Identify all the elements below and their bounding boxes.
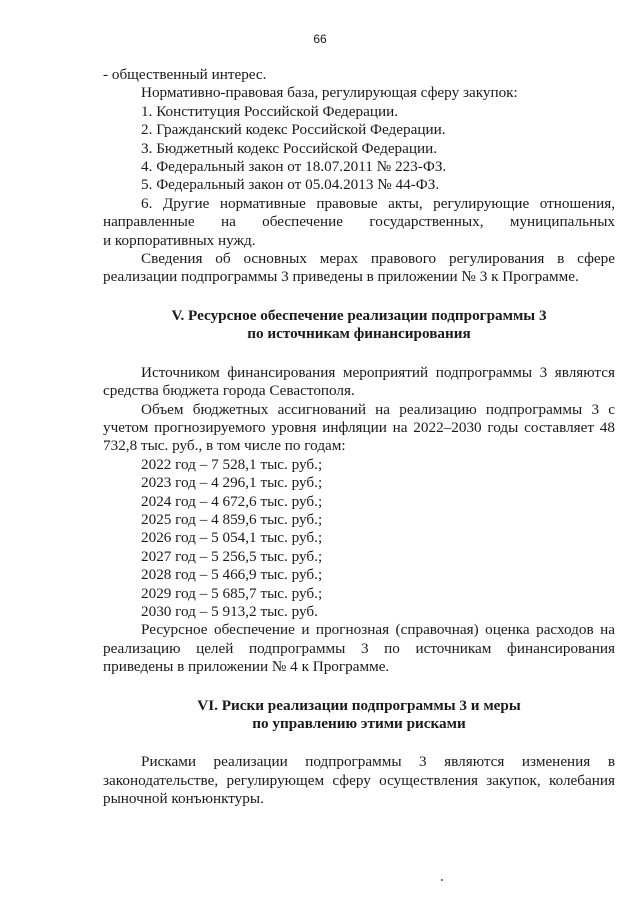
list-item: 2022 год – 7 528,1 тыс. руб.; [141, 455, 323, 473]
document-body [103, 66, 615, 809]
list-item: 2028 год – 5 466,9 тыс. руб.; [141, 566, 323, 584]
list-item: 2026 год – 5 054,1 тыс. руб.; [141, 529, 323, 547]
other-acts-line: направленные на обеспечение государственных, муниципальных [103, 213, 615, 231]
list-item: 2025 год – 4 859,6 тыс. руб.; [141, 510, 323, 528]
page-number: 66 [313, 32, 327, 46]
list-item: 2024 год – 4 672,6 тыс. руб.; [141, 492, 323, 510]
list-item: 1. Конституция Российской Федерации. [141, 102, 399, 120]
normative-base-title: Нормативно-правовая база, регулирующая сферу закупок: [141, 84, 518, 102]
funding-volume-paragraph: Объем бюджетных ассигнований на реализацию подпрограммы 3 с учетом прогнозируемого уровня инфляции на 2022–2030 годы составляет 48 732,8 тыс. руб., в том числе по годам: [103, 400, 615, 455]
list-item: 2. Гражданский кодекс Российской Федерации. [141, 121, 446, 139]
public-interest-line: - общественный интерес. [103, 66, 267, 83]
section-5-title: V. Ресурсное обеспечение реализации подпрограммы 3 [171, 306, 547, 324]
risks-paragraph: Рисками реализации подпрограммы 3 являются изменения в законодательстве, регулирующем сферу осуществления закупок, колебания рыночной конъюнктуры. [103, 753, 615, 808]
other-acts-paragraph [103, 195, 615, 250]
normative-acts-list [103, 103, 615, 195]
section-6-title: VI. Риски реализации подпрограммы 3 и меры [197, 696, 521, 714]
section-6-title: по управлению этими рисками [252, 715, 466, 732]
list-item: 2023 год – 4 296,1 тыс. руб.; [141, 474, 323, 492]
list-item: 2029 год – 5 685,7 тыс. руб.; [141, 584, 323, 602]
scan-speck [441, 879, 443, 881]
resource-estimate-paragraph: Ресурсное обеспечение и прогнозная (справочная) оценка расходов на реализацию целей подпрограммы 3 по источникам финансирования приведены в приложении № 4 к Программе. [103, 621, 615, 676]
section-5-title: по источникам финансирования [247, 325, 471, 343]
annual-funding-list [103, 456, 615, 622]
other-acts-line: и корпоративных нужд. [103, 231, 256, 249]
list-item: 3. Бюджетный кодекс Российской Федерации. [141, 139, 438, 157]
funding-source-paragraph: Источником финансирования мероприятий подпрограммы 3 являются средства бюджета города Севастополя. [103, 363, 615, 400]
legal-measures-paragraph: Сведения об основных мерах правового регулирования в сфере реализации подпрограммы 3 приведены в приложении № 3 к Программе. [103, 250, 615, 286]
list-item: 4. Федеральный закон от 18.07.2011 № 223-ФЗ. [141, 158, 447, 176]
list-item: 2027 год – 5 256,5 тыс. руб.; [141, 547, 323, 565]
other-acts-line: 6. Другие нормативные правовые акты, регулирующие отношения, [141, 194, 615, 212]
list-item: 2030 год – 5 913,2 тыс. руб. [141, 602, 318, 620]
list-item: 5. Федеральный закон от 05.04.2013 № 44-ФЗ. [141, 176, 440, 194]
